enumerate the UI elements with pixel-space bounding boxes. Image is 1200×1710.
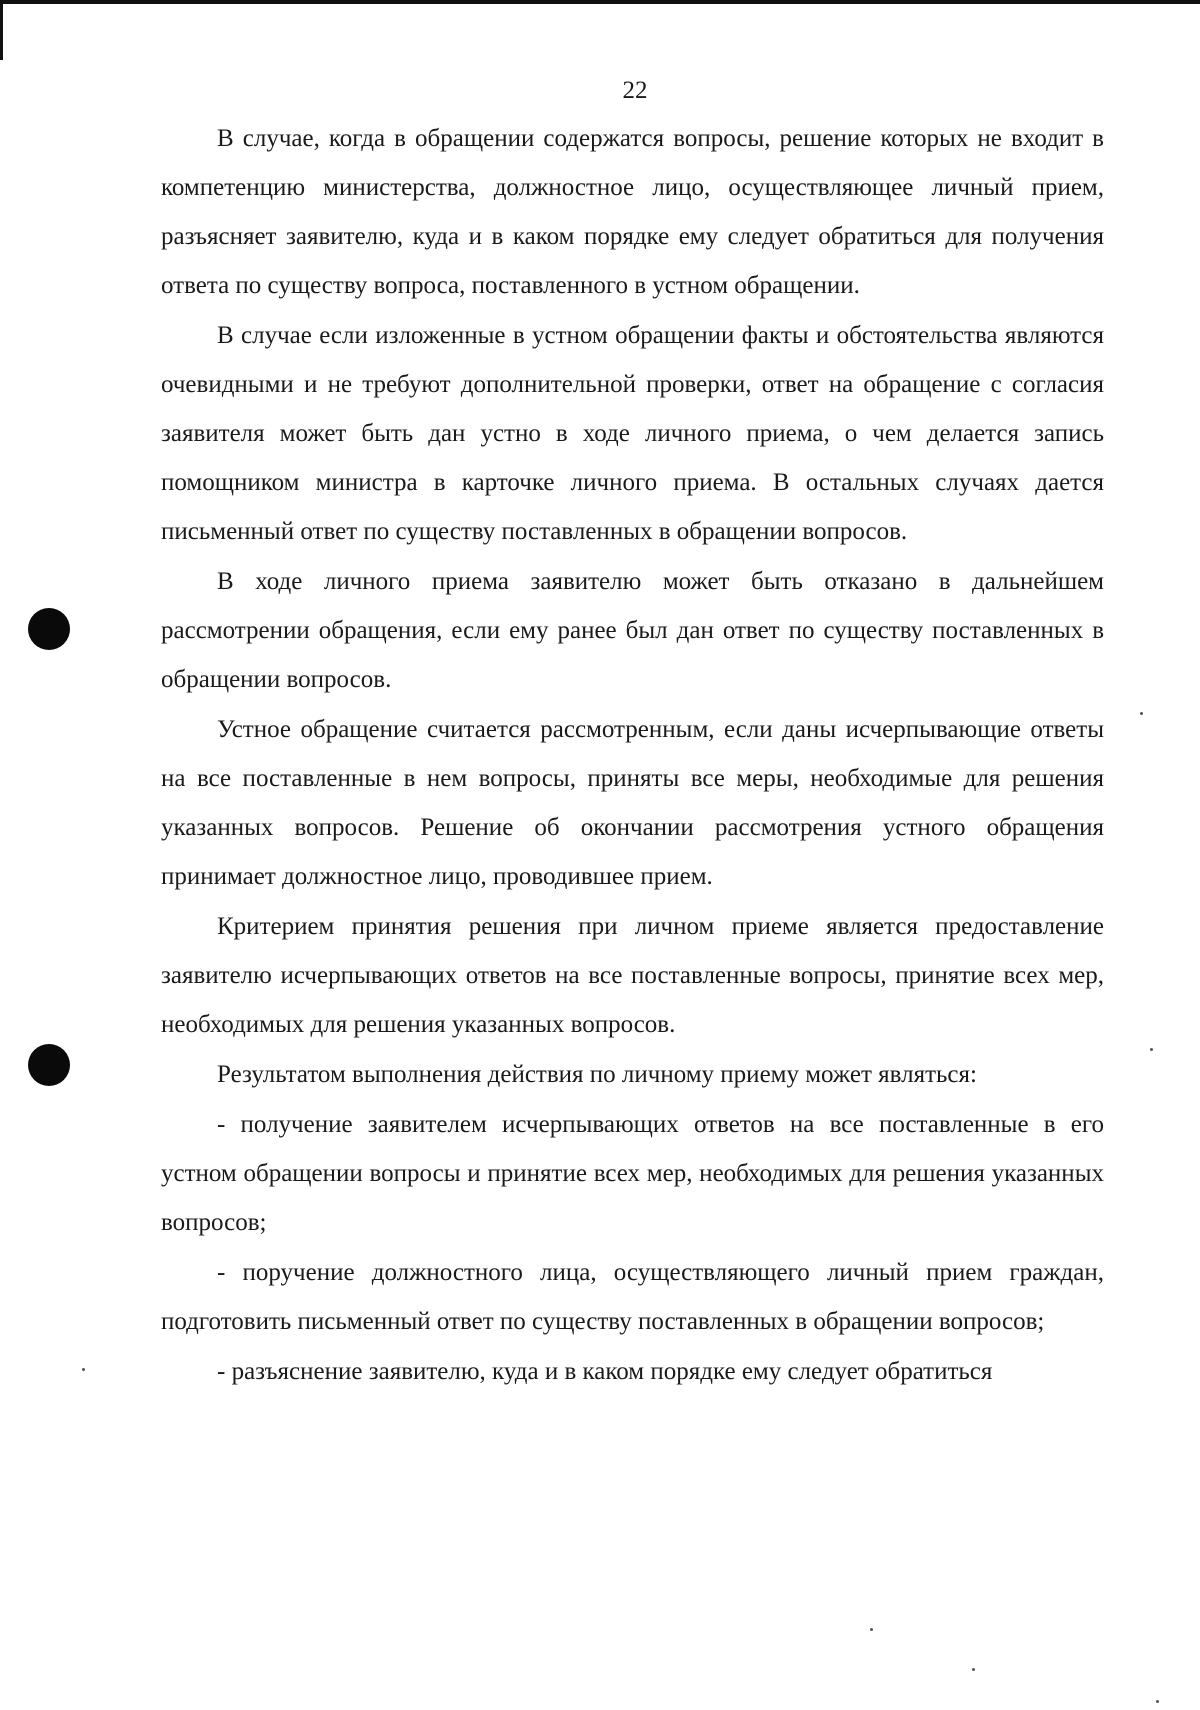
list-item-1: - получение заявителем исчерпывающих ответов на все поставленные в его устном обращении вопросы и принятие всех мер, необходимых для решения указанных вопросов; (161, 1111, 1104, 1236)
scan-speck (1140, 712, 1143, 715)
scan-speck (1150, 1048, 1153, 1051)
list-item-2: - поручение должностного лица, осуществляющего личный прием граждан, подготовить письменный ответ по существу поставленных в обращении вопросов; (161, 1259, 1104, 1335)
paragraph-2: В случае если изложенные в устном обращении факты и обстоятельства являются очевидными и не требуют дополнительной проверки, ответ на обращение с согласия заявителя может быть дан устно в ходе личного приема, о чем делается запись помощником министра в карточке личного приема. В остальных случаях дается письменный ответ по существу поставленных в обращении вопросов. (161, 322, 1104, 545)
paragraph-3: В ходе личного приема заявителю может быть отказано в дальнейшем рассмотрении обращения, если ему ранее был дан ответ по существу поставленных в обращении вопросов. (161, 568, 1104, 693)
paragraph-6: Результатом выполнения действия по личному приему может являться: (217, 1061, 977, 1088)
punch-hole (28, 608, 70, 650)
scan-speck (870, 1628, 873, 1631)
punch-hole (28, 1044, 70, 1086)
list-item-3: - разъяснение заявителю, куда и в каком порядке ему следует обратиться (217, 1358, 993, 1385)
body-text (161, 114, 1104, 1397)
paragraph-4: Устное обращение считается рассмотренным, если даны исчерпывающие ответы на все поставленные в нем вопросы, приняты все меры, необходимые для решения указанных вопросов. Решение об окончании рассмотрения устного обращения принимает должностное лицо, проводившее прием. (161, 716, 1104, 890)
page-number: 22 (622, 77, 648, 104)
scan-edge-top (0, 0, 1200, 4)
paragraph-5: Критерием принятия решения при личном приеме является предоставление заявителю исчерпывающих ответов на все поставленные вопросы, принятие всех мер, необходимых для решения указанных вопросов. (161, 913, 1104, 1038)
paragraph-1: В случае, когда в обращении содержатся вопросы, решение которых не входит в компетенцию министерства, должностное лицо, осуществляющее личный прием, разъясняет заявителю, куда и в каком порядке ему следует обратиться для получения ответа по существу вопроса, поставленного в устном обращении. (161, 125, 1104, 299)
scan-speck (972, 1668, 975, 1671)
scan-edge-left (0, 0, 3, 60)
scan-speck (82, 1368, 85, 1371)
scan-speck (1156, 1700, 1159, 1703)
